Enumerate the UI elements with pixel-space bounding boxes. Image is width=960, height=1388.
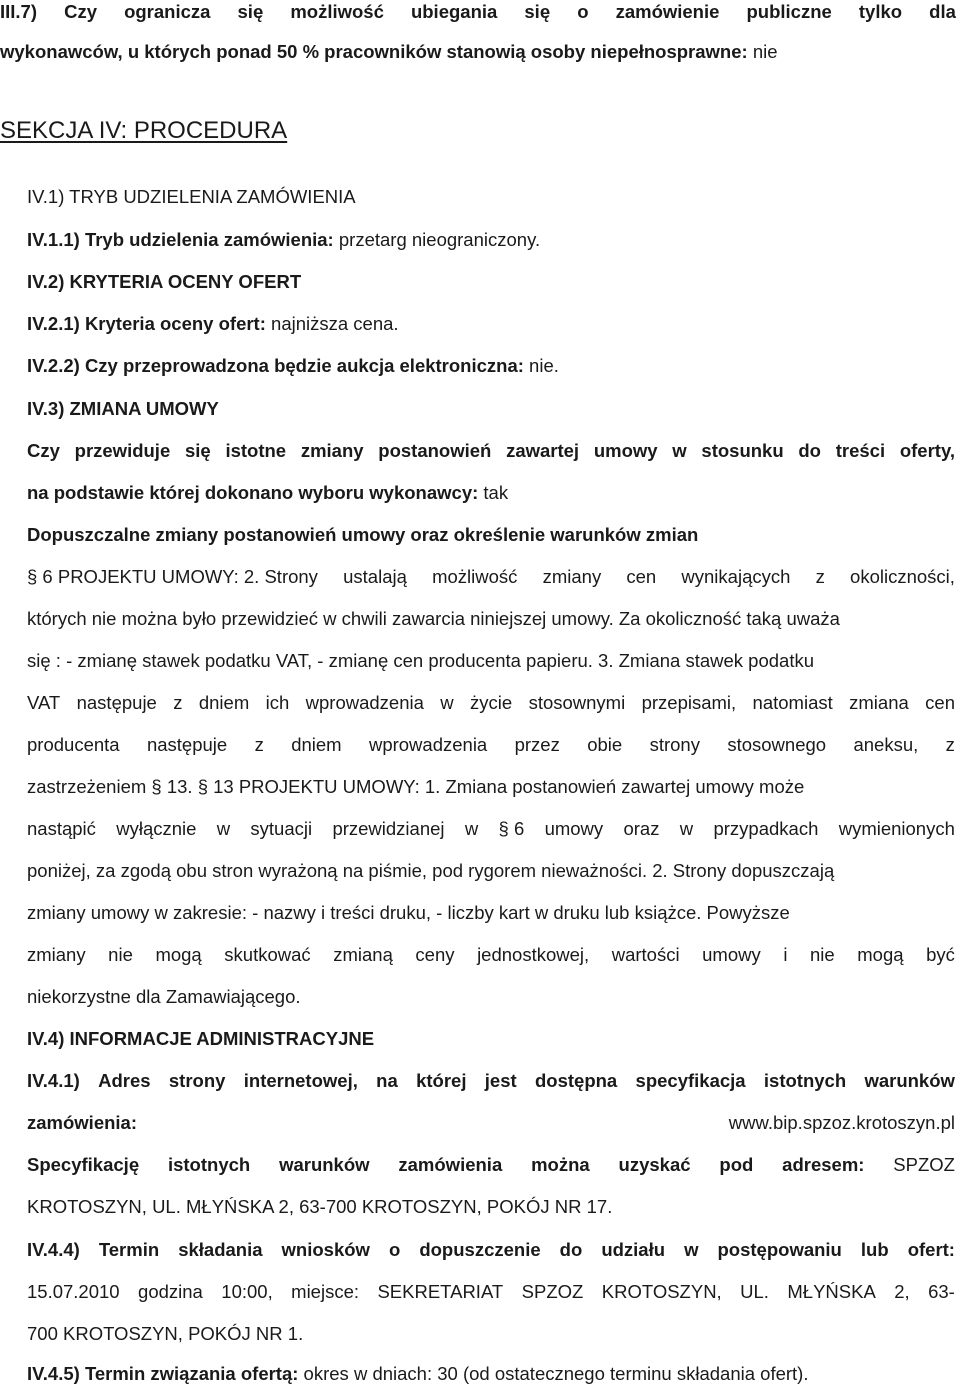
section-title: SEKCJA IV: PROCEDURA (0, 117, 288, 144)
body-line-1: § 6 PROJEKTU UMOWY: 2. Strony ustalają możliwość zmiany cen wynikających z okoliczności, (27, 566, 955, 587)
iv4-4-line-2: 15.07.2010 godzina 10:00, miejsce: SEKRETARIAT SPZOZ KROTOSZYN, UL. MŁYŃSKA 2, 63- (27, 1281, 955, 1302)
spec-line-2: KROTOSZYN, UL. MŁYŃSKA 2, 63-700 KROTOSZYN, POKÓJ NR 17. (27, 1196, 613, 1217)
iv4-4-line-1: IV.4.4) Termin składania wniosków o dopuszczenie do udziału w postępowaniu lub ofert: (27, 1239, 955, 1260)
body-line-7: nastąpić wyłącznie w sytuacji przewidzianej w § 6 umowy oraz w przypadkach wymienionych (27, 818, 955, 839)
iv4-5-value: okres w dniach: 30 (od ostatecznego terminu składania ofert). (298, 1363, 809, 1384)
iv2-1-row (27, 312, 399, 336)
iv2-2-value: nie. (523, 355, 559, 376)
body-line-6: zastrzeżeniem § 13. § 13 PROJEKTU UMOWY: 1. Zmiana postanowień zawartej umowy może (27, 776, 805, 797)
iv3-changes-heading: Dopuszczalne zmiany postanowień umowy oraz określenie warunków zmian (27, 524, 699, 545)
spec-line-1: Specyfikację istotnych warunków zamówienia można uzyskać pod adresem: SPZOZ (27, 1154, 955, 1175)
iv2-2-label: IV.2.2) Czy przeprowadzona będzie aukcja elektroniczna: (27, 355, 524, 376)
iv1-1-value: przetarg nieograniczony. (333, 229, 541, 250)
body-line-3: się : - zmianę stawek podatku VAT, - zmianę cen producenta papieru. 3. Zmiana stawek podatku (27, 650, 814, 671)
iv1-1-row (27, 228, 540, 252)
body-line-2: których nie można było przewidzieć w chwili zawarcia niniejszej umowy. Za okoliczność taką uważa (27, 608, 840, 629)
intro-line-1: III.7) Czy ogranicza się możliwość ubiegania się o zamówienie publiczne tylko dla (0, 1, 956, 22)
iv4-1-line-2 (27, 1111, 955, 1135)
intro-line-2 (0, 40, 778, 64)
body-line-8: poniżej, za zgodą obu stron wyrażoną na piśmie, pod rygorem nieważności. 2. Strony dopuszczają (27, 860, 835, 881)
iv1-heading: IV.1) TRYB UDZIELENIA ZAMÓWIENIA (27, 186, 356, 207)
intro-answer: nie (747, 41, 778, 62)
iv4-4-line-3: 700 KROTOSZYN, POKÓJ NR 1. (27, 1323, 304, 1344)
iv3-answer: tak (478, 482, 509, 503)
body-line-10: zmiany nie mogą skutkować zmianą ceny jednostkowej, wartości umowy i nie mogą być (27, 944, 955, 965)
body-line-11: niekorzystne dla Zamawiającego. (27, 986, 301, 1007)
iv2-2-row (27, 354, 559, 378)
body-line-5: producenta następuje z dniem wprowadzenia przez obie strony stosownego aneksu, z (27, 734, 955, 755)
iv4-5-row (27, 1362, 808, 1386)
iv2-heading: IV.2) KRYTERIA OCENY OFERT (27, 271, 302, 292)
iv3-question-line-2 (27, 481, 508, 505)
iv2-1-value: najniższa cena. (265, 313, 399, 334)
iv4-1-line-1: IV.4.1) Adres strony internetowej, na której jest dostępna specyfikacja istotnych warunków (27, 1070, 955, 1091)
iv3-heading: IV.3) ZMIANA UMOWY (27, 398, 219, 419)
iv3-question: na podstawie której dokonano wyboru wykonawcy: (27, 482, 479, 503)
body-line-9: zmiany umowy w zakresie: - nazwy i treści druku, - liczby kart w druku lub książce. Powyższe (27, 902, 790, 923)
iv3-question-line-1: Czy przewiduje się istotne zmiany postanowień zawartej umowy w stosunku do treści oferty, (27, 440, 955, 461)
iv4-1-label-end: zamówienia: (27, 1112, 137, 1133)
body-line-4: VAT następuje z dniem ich wprowadzenia w życie stosownymi przepisami, natomiast zmiana cen (27, 692, 955, 713)
iv4-5-label: IV.4.5) Termin związania ofertą: (27, 1363, 299, 1384)
intro-question: wykonawców, u których ponad 50 % pracowników stanowią osoby niepełnosprawne: (0, 41, 748, 62)
website-link[interactable]: www.bip.spzoz.krotoszyn.pl (728, 1112, 955, 1133)
iv4-heading: IV.4) INFORMACJE ADMINISTRACYJNE (27, 1028, 375, 1049)
iv1-1-label: IV.1.1) Tryb udzielenia zamówienia: (27, 229, 334, 250)
iv2-1-label: IV.2.1) Kryteria oceny ofert: (27, 313, 266, 334)
